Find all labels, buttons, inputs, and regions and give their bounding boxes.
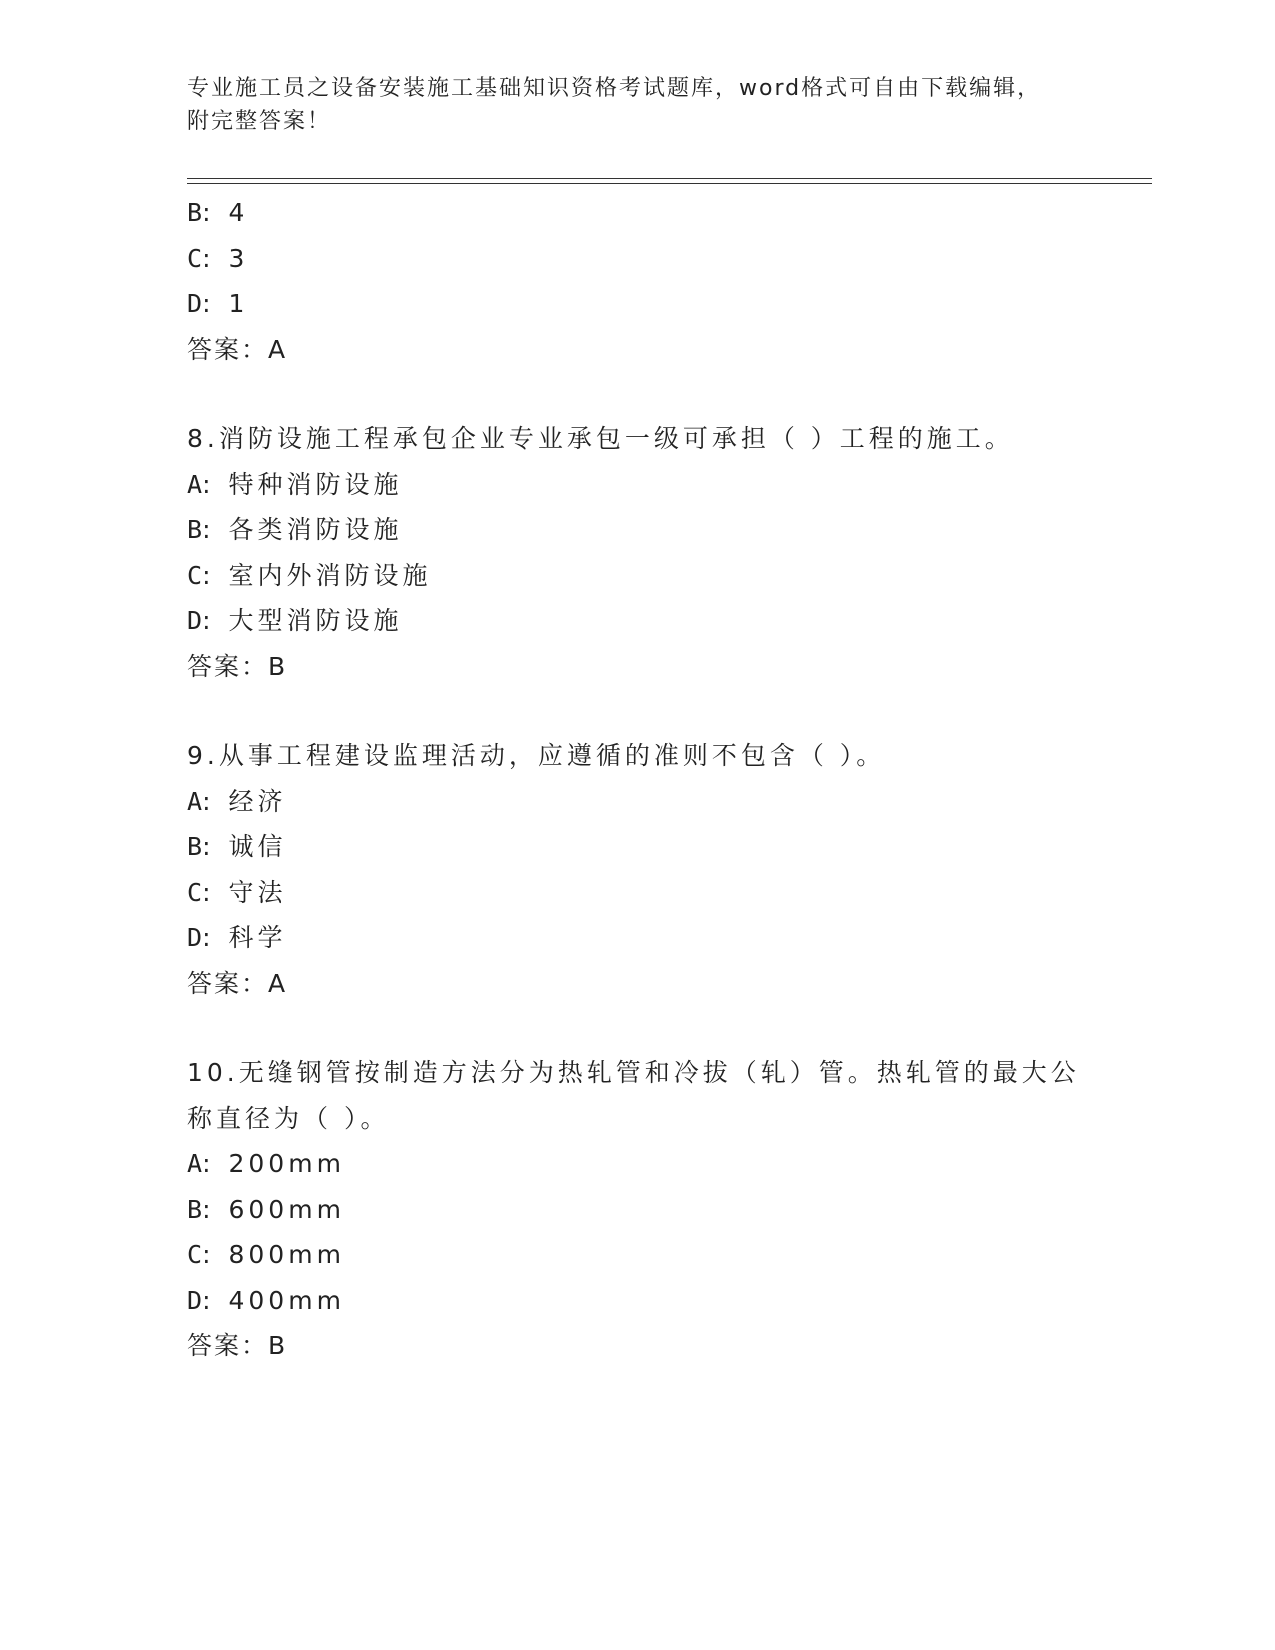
option-text: 800mm — [228, 1240, 345, 1269]
question-stem: 8.消防设施工程承包企业专业承包一级可承担（ ）工程的施工。 — [187, 424, 1014, 453]
answer-value: A — [268, 334, 288, 364]
answer-line — [187, 327, 1087, 373]
option-a: A: 200mm — [187, 1149, 345, 1178]
option-text: 经济 — [228, 786, 287, 816]
option-b: B: 600mm — [187, 1194, 345, 1224]
question-stem-line-1: 10.无缝钢管按制造方法分为热轧管和冷拔（轧）管。热轧管的最大公 — [187, 1058, 1080, 1087]
option-d: D: 大型消防设施 — [187, 606, 403, 635]
option-text: 室内外消防设施 — [228, 560, 432, 590]
question-stem: 9.从事工程建设监理活动，应遵循的准则不包含（ ）。 — [187, 741, 886, 770]
question-9 — [187, 733, 1087, 1006]
option-d: D: 1 — [187, 289, 249, 318]
answer-line — [187, 644, 1087, 690]
answer-label: 答案： — [187, 968, 269, 998]
option-a: A: 特种消防设施 — [187, 469, 403, 499]
option-text: 各类消防设施 — [228, 515, 403, 544]
question-7-tail — [187, 190, 1087, 372]
answer-value: B — [268, 1331, 288, 1360]
question-8 — [187, 416, 1087, 689]
header-divider-top — [187, 178, 1152, 179]
option-c: C: 室内外消防设施 — [187, 560, 432, 590]
option-a: A: 经济 — [187, 786, 287, 816]
header-line-2: 附完整答案！ — [187, 109, 332, 134]
option-text: 科学 — [228, 923, 287, 952]
option-text: 600mm — [228, 1194, 345, 1224]
option-c: C: 800mm — [187, 1240, 345, 1269]
option-c: C: 3 — [187, 243, 249, 273]
option-text: 400mm — [228, 1285, 345, 1315]
option-text: 200mm — [228, 1149, 345, 1178]
option-text: 特种消防设施 — [228, 469, 403, 499]
option-text: 大型消防设施 — [228, 606, 403, 635]
document-header — [187, 72, 1067, 138]
option-c: C: 守法 — [187, 877, 287, 907]
option-b: B: 诚信 — [187, 832, 287, 861]
option-b: B: 各类消防设施 — [187, 515, 403, 544]
answer-line — [187, 961, 1087, 1007]
answer-line — [187, 1323, 1087, 1369]
option-text: 守法 — [228, 877, 287, 907]
question-stem-line-2: 称直径为（ ）。 — [187, 1103, 390, 1133]
answer-label: 答案： — [187, 1331, 269, 1360]
answer-value: B — [268, 651, 288, 681]
option-text: 3 — [228, 243, 249, 273]
option-d: D: 400mm — [187, 1285, 345, 1315]
option-text: 诚信 — [228, 832, 287, 861]
option-text: 1 — [228, 289, 249, 318]
option-b: B: 4 — [187, 198, 249, 227]
option-text: 4 — [228, 198, 249, 227]
header-divider-bottom — [187, 183, 1152, 184]
header-line-1: 专业施工员之设备安装施工基础知识资格考试题库，word格式可自由下载编辑， — [187, 76, 1042, 101]
answer-label: 答案： — [187, 651, 269, 681]
option-d: D: 科学 — [187, 923, 287, 952]
question-10 — [187, 1050, 1087, 1369]
answer-label: 答案： — [187, 334, 269, 364]
answer-value: A — [268, 968, 288, 998]
question-list — [187, 190, 1087, 1369]
